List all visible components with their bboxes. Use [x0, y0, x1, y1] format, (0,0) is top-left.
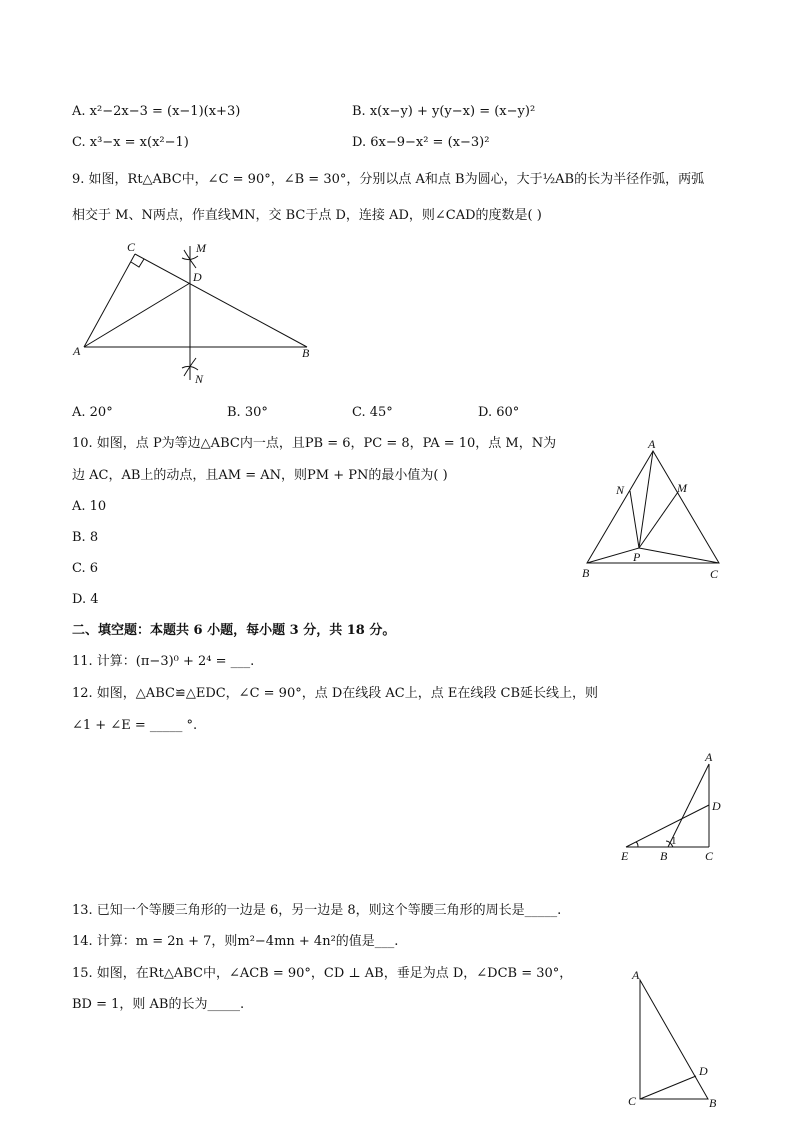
q12-label-c: C — [705, 849, 714, 863]
q9-label-n: N — [195, 372, 204, 386]
q12-label-1: 1 — [671, 835, 677, 847]
q8-option-d: D. 6x−9−x² = (x−3)² — [352, 135, 490, 150]
q10-text-line2: 边 AC，AB上的动点，且AM = AN，则PM + PN的最小值为( ) — [72, 468, 448, 483]
q15-label-b: B — [709, 1096, 717, 1110]
q10-option-a: A. 10 — [72, 499, 107, 514]
q15-figure — [622, 962, 732, 1112]
q9-right-angle-mark — [131, 259, 144, 267]
q10-label-n: N — [616, 483, 625, 497]
q10-label-c: C — [710, 567, 719, 581]
q10-label-b: B — [582, 566, 590, 580]
q12-angle-e-mark — [636, 842, 638, 847]
q9-label-d: D — [193, 270, 202, 284]
q10-figure — [575, 435, 735, 585]
q10-option-d: D. 4 — [72, 592, 99, 607]
q8-option-c: C. x³−x = x(x²−1) — [72, 135, 189, 150]
q9-figure — [70, 240, 320, 390]
q9-segment-ac — [84, 254, 135, 347]
q8-option-a: A. x²−2x−3 = (x−1)(x+3) — [72, 104, 241, 119]
q15-label-a: A — [632, 968, 640, 982]
q9-label-m: M — [196, 241, 206, 255]
q8-option-b: B. x(x−y) + y(y−x) = (x−y)² — [352, 104, 536, 119]
q10-option-c: C. 6 — [72, 561, 99, 576]
section-2-header: 二、填空题：本题共 6 小题，每小题 3 分，共 18 分。 — [72, 623, 396, 638]
q9-option-d: D. 60° — [478, 405, 520, 420]
q9-label-a: A — [73, 344, 81, 358]
q10-segment-pm — [639, 492, 678, 548]
q10-triangle-abc — [587, 451, 719, 563]
q9-option-b: B. 30° — [227, 405, 268, 420]
q15-text-line2: BD = 1，则 AB的长为_____. — [72, 997, 245, 1012]
q9-option-a: A. 20° — [72, 405, 113, 420]
q12-label-d: D — [712, 799, 721, 813]
q9-label-b: B — [302, 346, 310, 360]
q10-segment-pn — [630, 491, 639, 548]
q10-label-a: A — [648, 437, 656, 451]
q9-option-c: C. 45° — [352, 405, 393, 420]
q9-text-line1: 9. 如图，Rt△ABC中，∠C = 90°，∠B = 30°，分别以点 A和点 B为圆心，大于½AB的长为半径作弧，两弧 — [72, 172, 705, 187]
q15-label-d: D — [699, 1064, 708, 1078]
q10-text-line1: 10. 如图，点 P为等边△ABC内一点，且PB = 6，PC = 8，PA = 10，点 M，N为 — [72, 436, 557, 451]
q10-option-b: B. 8 — [72, 530, 99, 545]
q10-label-p: P — [633, 550, 641, 564]
q12-text-line1: 12. 如图，△ABC≌△EDC，∠C = 90°，点 D在线段 AC上，点 E在线段 CB延长线上，则 — [72, 686, 598, 701]
q10-label-m: M — [677, 481, 687, 495]
q12-figure — [618, 748, 728, 868]
q15-triangle-abc — [640, 980, 708, 1099]
q12-label-e: E — [621, 849, 629, 863]
q10-segment-pc — [639, 548, 719, 563]
q10-segment-pa — [639, 451, 653, 548]
q15-segment-cd — [640, 1076, 696, 1099]
q12-label-b: B — [660, 849, 668, 863]
q9-segment-ad — [84, 283, 190, 347]
q15-text-line1: 15. 如图，在Rt△ABC中，∠ACB = 90°，CD ⊥ AB，垂足为点 D，∠DCB = 30°， — [72, 966, 573, 981]
q14-text: 14. 计算：m = 2n + 7，则m²−4mn + 4n²的值是___. — [72, 934, 399, 949]
q9-text-line2: 相交于 M、N两点，作直线MN，交 BC于点 D，连接 AD，则∠CAD的度数是( ) — [72, 208, 542, 223]
q15-label-c: C — [628, 1094, 637, 1108]
q12-label-a: A — [705, 750, 713, 764]
q12-text-line2: ∠1 + ∠E = _____ °. — [72, 718, 198, 733]
q11-text: 11. 计算：(π−3)⁰ + 2⁴ = ___. — [72, 654, 255, 669]
q13-text: 13. 已知一个等腰三角形的一边是 6，另一边是 8，则这个等腰三角形的周长是_____. — [72, 903, 562, 918]
q9-label-c: C — [127, 240, 136, 254]
